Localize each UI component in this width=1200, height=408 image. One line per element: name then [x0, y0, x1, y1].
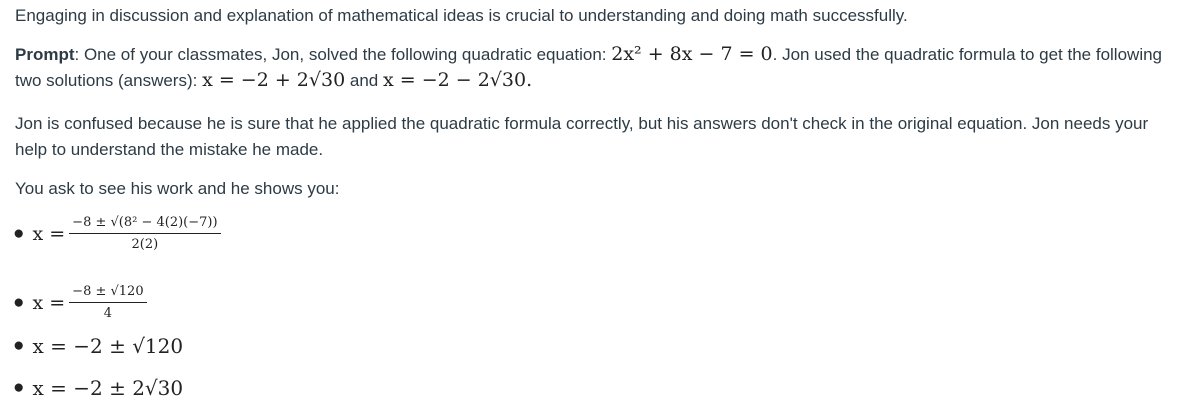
- work-step-4: [13, 376, 183, 400]
- quadratic-equation: 2x² + 8x − 7 = 0: [611, 43, 773, 65]
- step-expression: x = −2 ± √120: [32, 334, 184, 358]
- solution-1: x = −2 + 2√30: [202, 69, 346, 91]
- work-step-1: [13, 215, 225, 253]
- confusion-line-2: help to understand the mistake he made.: [15, 140, 324, 159]
- bullet-icon: ●: [13, 292, 25, 313]
- prompt-line-1: [15, 41, 1162, 68]
- solutions-intro: two solutions (answers):: [15, 71, 203, 90]
- step-lhs: x =: [32, 223, 66, 245]
- bullet-icon: ●: [13, 377, 25, 398]
- fraction: [69, 284, 146, 322]
- prompt-text: : One of your classmates, Jon, solved the following quadratic equation:: [74, 45, 612, 64]
- and-word: and: [345, 71, 383, 90]
- work-step-2: [13, 284, 151, 322]
- fraction-numerator: −8 ± √120: [69, 284, 146, 303]
- fraction: [69, 215, 220, 253]
- step-expression: x = −2 ± 2√30: [32, 376, 184, 400]
- intro-text: Engaging in discussion and explanation of mathematical ideas is crucial to understanding and doing math successfully.: [15, 6, 908, 25]
- period: .: [526, 69, 533, 91]
- prompt-text-after: . Jon used the quadratic formula to get the following: [772, 45, 1163, 64]
- work-step-3: [13, 334, 183, 358]
- confusion-line-1: Jon is confused because he is sure that he applied the quadratic formula correctly, but his answers don't check in the original equation. Jon needs your: [15, 114, 1149, 133]
- prompt-label: Prompt: [15, 45, 75, 64]
- prompt-line-2: [15, 67, 532, 94]
- ask-text: You ask to see his work and he shows you:: [15, 179, 340, 198]
- solution-2: x = −2 − 2√30: [382, 69, 527, 91]
- fraction-denominator: 2(2): [131, 237, 159, 252]
- fraction-numerator: −8 ± √(8² − 4(2)(−7)): [69, 215, 220, 234]
- step-lhs: x =: [32, 292, 66, 314]
- bullet-icon: ●: [13, 335, 25, 356]
- fraction-denominator: 4: [103, 306, 113, 321]
- bullet-icon: ●: [13, 223, 25, 244]
